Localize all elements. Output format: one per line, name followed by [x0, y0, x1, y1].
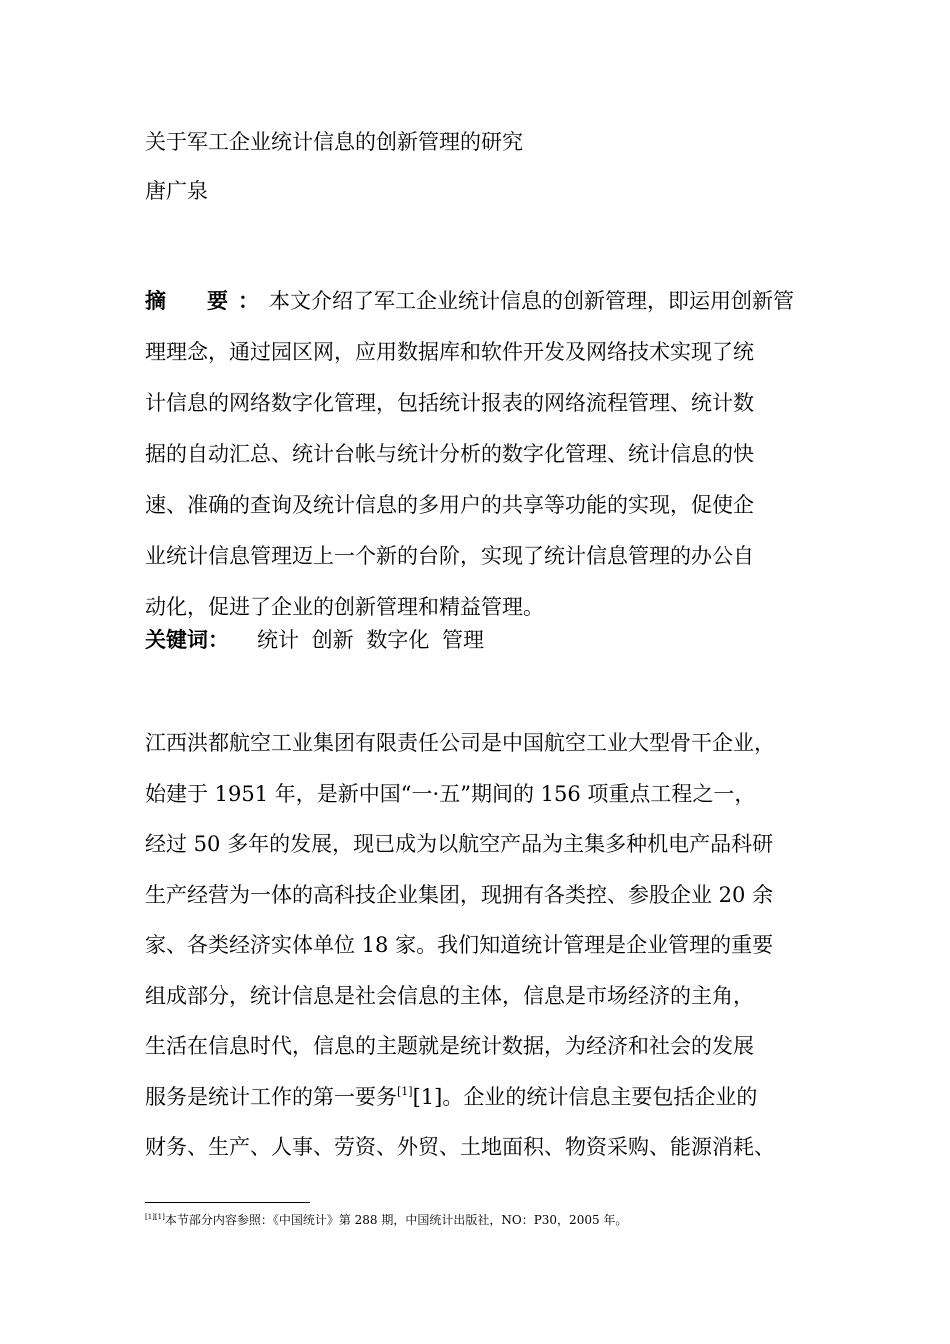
- abstract-line: [145, 276, 810, 327]
- abstract-line: 动化，促进了企业的创新管理和精益管理。: [145, 595, 544, 619]
- body-line: 经过 50 多年的发展，现已成为以航空产品为主集多种机电产品科研: [145, 832, 774, 856]
- abstract-line: 据的自动汇总、统计台帐与统计分析的数字化管理、统计信息的快: [145, 442, 754, 466]
- footnote-marker: [1][1]: [145, 1213, 165, 1221]
- abstract-section: [145, 276, 810, 633]
- body-line: 生活在信息时代，信息的主题就是统计数据，为经济和社会的发展: [145, 1034, 754, 1058]
- paper-author: 唐广泉: [145, 179, 208, 203]
- body-line: 江西洪都航空工业集团有限责任公司是中国航空工业大型骨干企业，: [145, 731, 775, 755]
- keywords-value: 统计 创新 数字化 管理: [257, 628, 485, 652]
- footnote-text: 本节部分内容参照：《中国统计》第 288 期，中国统计出版社，NO：P30，2005 年。: [164, 1213, 628, 1227]
- abstract-line: 速、准确的查询及统计信息的多用户的共享等功能的实现，促使企: [145, 493, 754, 517]
- abstract-line: 计信息的网络数字化管理，包括统计报表的网络流程管理、统计数: [145, 391, 754, 415]
- body-text-segment: [1]。企业的统计信息主要包括企业的: [412, 1084, 758, 1109]
- keywords-section: [145, 620, 484, 660]
- body-paragraph: [145, 718, 825, 1173]
- paper-title: 关于军工企业统计信息的创新管理的研究: [145, 130, 523, 154]
- body-line: 财务、生产、人事、劳资、外贸、土地面积、物资采购、能源消耗、: [145, 1135, 775, 1159]
- abstract-text: 本文介绍了军工企业统计信息的创新管理，即运用创新管: [269, 289, 794, 313]
- body-line: 家、各类经济实体单位 18 家。我们知道统计管理是企业管理的重要: [145, 933, 774, 957]
- body-line: 组成部分，统计信息是社会信息的主体，信息是市场经济的主角，: [145, 983, 754, 1008]
- abstract-line: 理理念，通过园区网，应用数据库和软件开发及网络技术实现了统: [145, 340, 754, 364]
- footnote-divider: [145, 1202, 310, 1203]
- abstract-label: 摘 要：: [145, 289, 269, 313]
- body-line: [145, 1072, 825, 1123]
- body-line: 生产经营为一体的高科技企业集团，现拥有各类控、参股企业 20 余: [145, 882, 774, 907]
- footnote: [145, 1211, 627, 1229]
- keywords-label: 关键词：: [145, 628, 229, 652]
- body-text-segment: 服务是统计工作的第一要务: [145, 1084, 397, 1109]
- footnote-reference[interactable]: [1]: [397, 1084, 413, 1098]
- abstract-line: 业统计信息管理迈上一个新的台阶，实现了统计信息管理的办公自: [145, 544, 754, 568]
- body-line: 始建于 1951 年，是新中国“一·五”期间的 156 项重点工程之一，: [145, 781, 756, 806]
